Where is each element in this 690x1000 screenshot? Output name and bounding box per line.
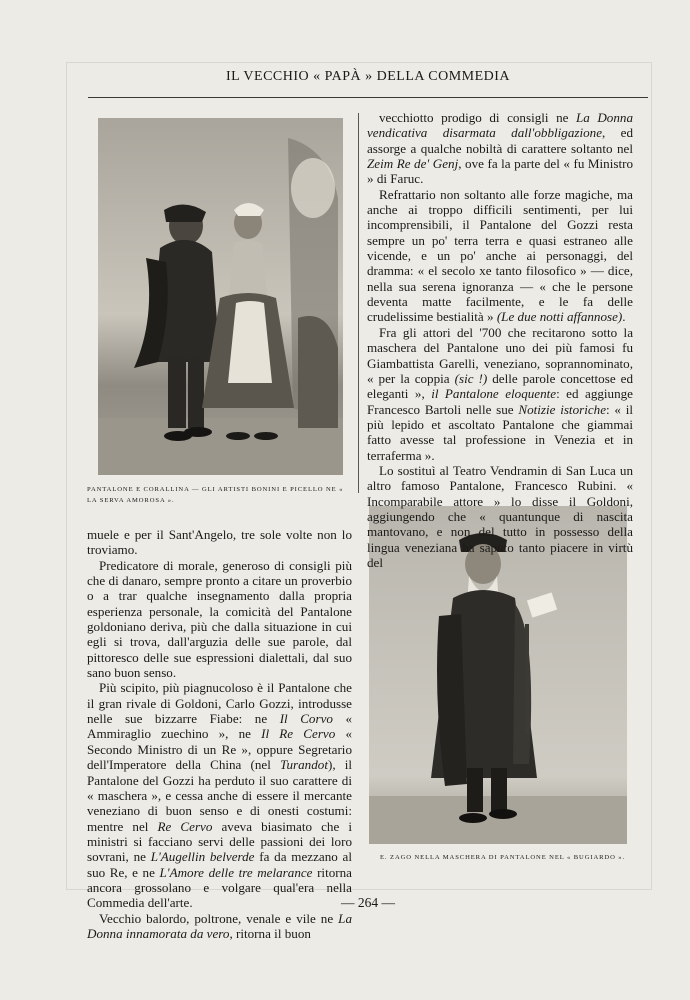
text-run: vecchiotto prodigo di consigli ne <box>379 110 576 125</box>
italic-title: Zeim Re de' Genj <box>367 156 459 172</box>
figure-caption-1: PANTALONE E CORALLINA — GLI ARTISTI BONINI E PICELLO NE « LA SERVA AMOROSA ». <box>87 486 344 504</box>
column-rule <box>358 113 359 493</box>
text-run: Predicatore di morale, generoso di consigli più che di danaro, sempre pronto a citare un proverbio o a trar qualche insegnamento dalla propria esperienza personale, la comicità del Pantalone goldoniano deriva, più che dalla situazione in cui egli si trova, dall'arguzia delle sue parole, dal pittoresco delle sue espressioni dialettali, dal suo sano buon senso. <box>87 557 352 681</box>
text-run: , ove fa la parte del « fu Ministro » di Faruc. <box>367 156 633 187</box>
page-number: — 264 — <box>341 895 395 910</box>
text-run: . <box>622 309 626 325</box>
text-run: , ed assorge a qualche nobiltà di carattere soltanto nel <box>367 125 634 156</box>
text-run: « Ammiraglio zuechino », ne <box>87 711 352 742</box>
italic-title: il Pantalone eloquente <box>431 386 557 402</box>
text-run: ), il Pantalone del Gozzi ha perduto il suo carattere di « maschera », e cessa anche di essere il mercante veneziano di buon senso e di onesti costumi: mentre nel <box>87 757 352 834</box>
text-run: ritorna ancora grossolano e volgare qual'era nella Commedia dell'arte. <box>87 864 352 911</box>
text-run: fa da mezzano al suo Re, e ne <box>87 849 352 880</box>
paragraph <box>87 911 352 942</box>
italic-title: (sic !) <box>454 370 488 386</box>
running-title: IL VECCHIO « PAPÀ » DELLA COMMEDIA <box>225 69 511 84</box>
text-run: « Secondo Ministro di un Re », oppure Segretario dell'Imperatore della China (nel <box>87 726 352 773</box>
paragraph <box>87 527 352 558</box>
text-run: : ed aggiunge Francesco Bartoli nelle sue <box>367 386 633 417</box>
italic-title: Notizie istoriche <box>518 401 607 417</box>
text-run: Lo sostituì al Teatro Vendramin di San Luca un altro famoso Pantalone, Francesco Rubini. « Incomparabile attore » lo disse il Goldoni, aggiungendo che « quantunque di nascita mantovano, e non del tutto in possesso della lingua veneziana ha saputo tanto piacere in virtù del <box>367 462 633 570</box>
italic-title: Il Corvo <box>279 711 333 727</box>
paragraph <box>367 325 633 463</box>
text-run: , ritorna il buon <box>229 925 311 941</box>
text-run: Refrattario non soltanto alle forze magiche, ma anche ai troppo difficili sentimenti, per lui incomprensibili, il Pantalone del Gozzi resta sempre un po' terra terra e quasi estraneo alle vicende, e un po' anche ai personaggi, del dramma: « el secolo xe tanto filosofico » — dice, nella sua serena ignoranza — « che le persone deventa matte facilmente, e le fa delle crudelissime bestialità » <box>367 186 633 325</box>
paragraph <box>367 463 633 570</box>
text-run: delle parole concettose ed eleganti », <box>367 370 633 402</box>
italic-title: L'Augellin belverde <box>150 849 255 865</box>
left-column-text <box>87 527 352 941</box>
italic-title: La Donna innamorata da vero <box>87 910 352 941</box>
figure-caption-2: E. ZAGO NELLA MASCHERA DI PANTALONE NEL « BUGIARDO ». <box>380 854 626 861</box>
text-run: aveva biasimato che i ministri si facciano servi delle passioni dei loro sovrani, ne <box>87 818 352 865</box>
paragraph <box>87 558 352 681</box>
italic-title: Turandot <box>279 757 328 773</box>
text-run: Fra gli attori del '700 che recitarono sotto la maschera del Pantalone uno dei più famosi fu Giambattista Garelli, veneziano, soprannominato, « per la coppia <box>367 324 633 386</box>
paragraph <box>367 110 633 187</box>
italic-title: L'Amore delle tre melarance <box>159 864 313 880</box>
paragraph <box>87 680 352 910</box>
text-run: Vecchio balordo, poltrone, venale e vile ne <box>99 910 339 926</box>
paragraph <box>367 187 633 325</box>
text-run: Più scipito, più piagnucoloso è il Pantalone che il gran rivale di Goldoni, Carlo Gozzi, introdusse nelle sue bizzarre Fiabe: ne <box>87 680 352 727</box>
italic-title: (Le due notti affannose) <box>496 309 623 325</box>
italic-title: Re Cervo <box>157 818 213 834</box>
right-column-text <box>367 110 633 570</box>
italic-title: La Donna vendicativa disarmata dall'obbligazione <box>367 110 633 141</box>
italic-title: Il Re Cervo <box>261 726 336 742</box>
text-run: muele e per il Sant'Angelo, tre sole volte non lo troviamo. <box>87 527 352 558</box>
header-rule <box>88 97 648 98</box>
text-run: : « il più lepido et ascoltato Pantalone che giammai fatto avesse tal professione in Venezia et in terraferma ». <box>367 401 633 463</box>
photo-pantalone-corallina <box>98 118 343 475</box>
